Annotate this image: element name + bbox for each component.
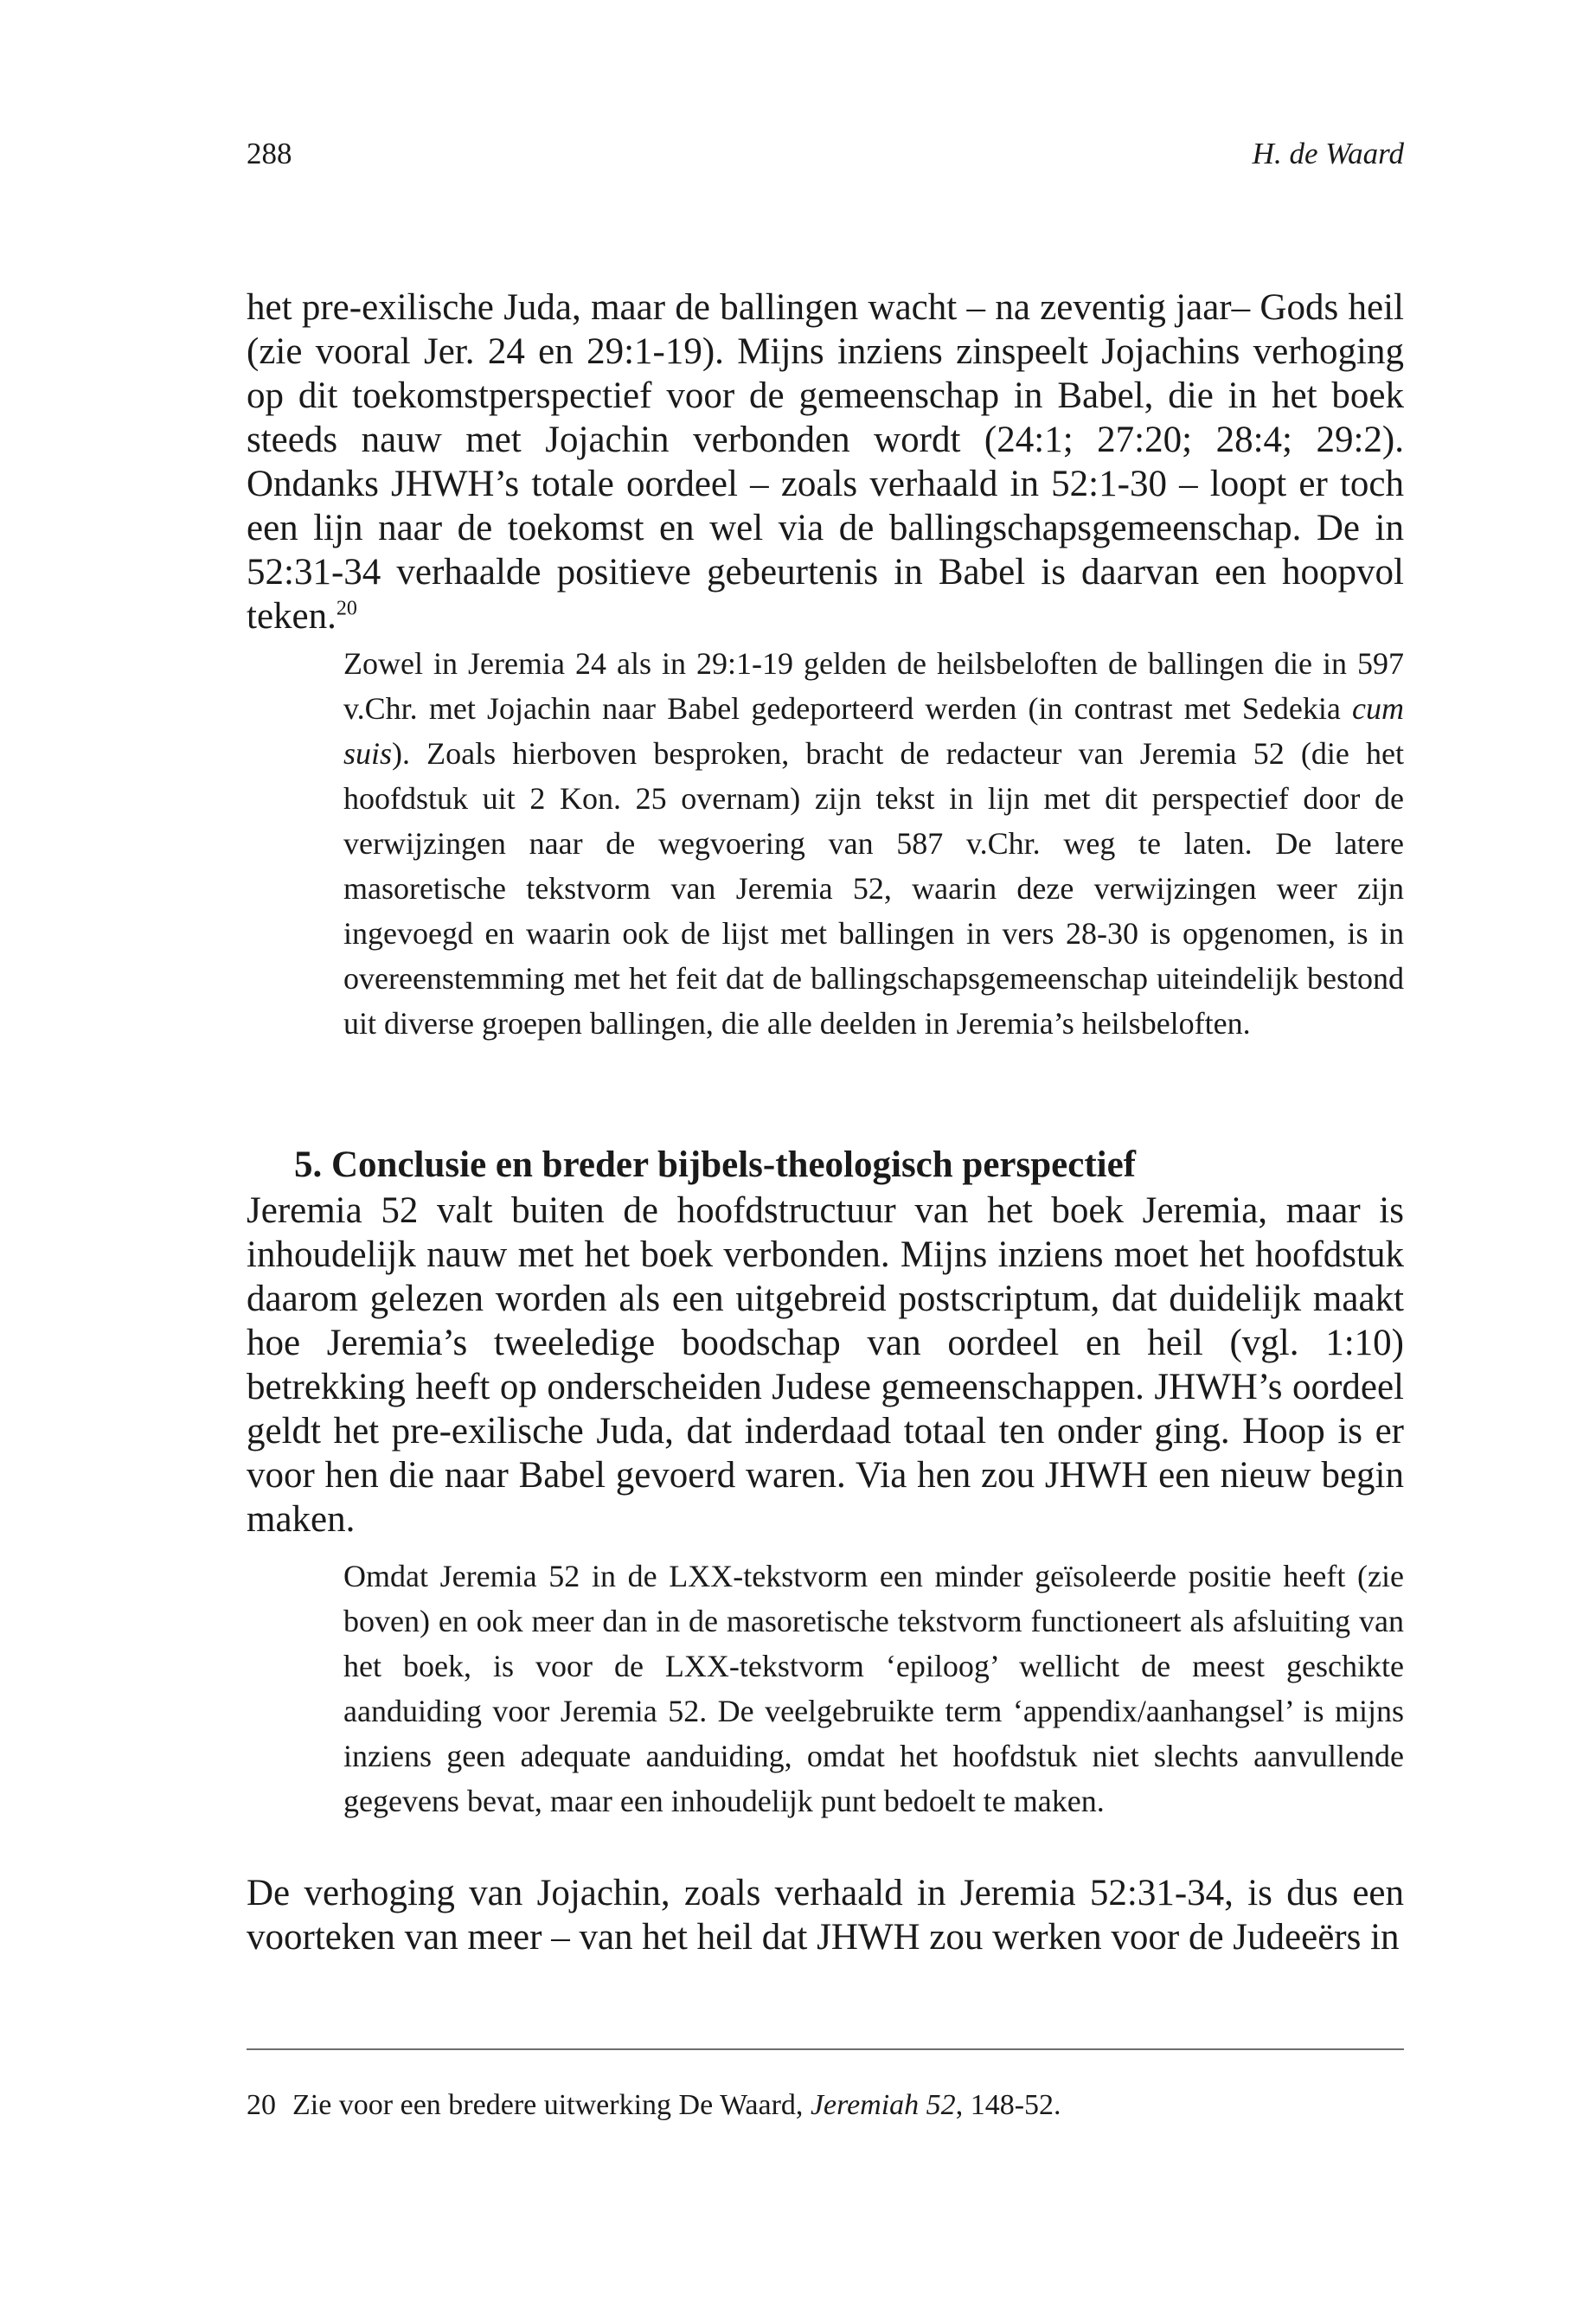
footnote-reference: 20 xyxy=(336,597,357,620)
block-quote-1 xyxy=(343,641,1404,1046)
block-quote-1-italic: cum suis xyxy=(343,691,1404,771)
section-heading: 5. Conclusie en breder bijbels-theologisch perspectief xyxy=(294,1144,1137,1185)
footnote-italic-title: Jeremiah 52 xyxy=(810,2089,956,2121)
block-quote-2: Omdat Jeremia 52 in de LXX-tekstvorm een minder geïsoleerde positie heeft (zie boven) en ook meer dan in de masoretische tekstvorm functioneert als afsluiting van het boek, is voor de LXX-tekstvorm ‘epiloog’ wellicht de meest geschikte aanduiding voor Jeremia 52. De veelgebruikte term ‘appendix/aanhangsel’ is mijns inziens geen adequate aanduiding, omdat het hoofdstuk niet slechts aanvullende gegevens bevat, maar een inhoudelijk punt bedoelt te maken. xyxy=(343,1559,1404,1818)
footnote-text: Zie voor een bredere uitwerking De Waard, xyxy=(292,2089,811,2121)
footnote-number: 20 xyxy=(247,2089,276,2121)
footnote-separator xyxy=(247,2048,1404,2050)
page-number: 288 xyxy=(247,137,292,170)
body-paragraph-3: De verhoging van Jojachin, zoals verhaald in Jeremia 52:31-34, is dus een voorteken van meer – van het heil dat JHWH zou werken voor de Judeeërs in xyxy=(247,1873,1404,1958)
footnote xyxy=(247,2086,1404,2125)
paragraph-1-text: het pre-exilische Juda, maar de ballingen wacht – na zeventig jaar– Gods heil (zie vooral Jer. 24 en 29:1-19). Mijns inziens zinspeelt Jojachins verhoging op dit toekomstperspectief voor de gemeenschap in Babel, die in het boek steeds nauw met Jojachin verbonden wordt (24:1; 27:20; 28:4; 29:2). Ondanks JHWH’s totale oordeel – zoals verhaald in 52:1-30 – loopt er toch een lijn naar de toekomst en wel via de ballingschapsgemeenschap. De in 52:31-34 verhaalde positieve gebeurtenis in Babel is daarvan een hoopvol teken. xyxy=(247,287,1404,637)
body-paragraph-2: Jeremia 52 valt buiten de hoofdstructuur van het boek Jeremia, maar is inhoudelijk nauw met het boek verbonden. Mijns inziens moet het hoofdstuk daarom gelezen worden als een uitgebreid postscriptum, dat duidelijk maakt hoe Jeremia’s tweeledige boodschap van oordeel en heil (vgl. 1:10) betrekking heeft op onderscheiden Judese gemeenschappen. JHWH’s oordeel geldt het pre-exilische Juda, dat inderdaad totaal ten onder ging. Hoop is er voor hen die naar Babel gevoerd waren. Via hen zou JHWH een nieuw begin maken. xyxy=(247,1190,1404,1540)
block-quote-1-text-a: Zowel in Jeremia 24 als in 29:1-19 gelden de heilsbeloften de ballingen die in 597 v.Chr. met Jojachin naar Babel gedeporteerd werden (in contrast met Sedekia xyxy=(343,646,1404,726)
footnote-text-end: , 148-52. xyxy=(955,2089,1061,2121)
page-header xyxy=(247,137,1404,180)
block-quote-1-text-b: ). Zoals hierboven besproken, bracht de redacteur van Jeremia 52 (die het hoofdstuk uit 2 Kon. 25 overnam) zijn tekst in lijn met dit perspectief door de verwijzingen naar de wegvoering van 587 v.Chr. weg te laten. De latere masoretische tekstvorm van Jeremia 52, waarin deze verwijzingen weer zijn ingevoegd en waarin ook de lijst met ballingen in vers 28-30 is opgenomen, is in overeenstemming met het feit dat de ballingschapsgemeenschap uiteindelijk bestond uit diverse groepen ballingen, die alle deelden in Jeremia’s heilsbeloften. xyxy=(343,736,1404,1041)
running-head: H. de Waard xyxy=(1252,137,1404,170)
body-paragraph-1 xyxy=(247,285,1404,638)
